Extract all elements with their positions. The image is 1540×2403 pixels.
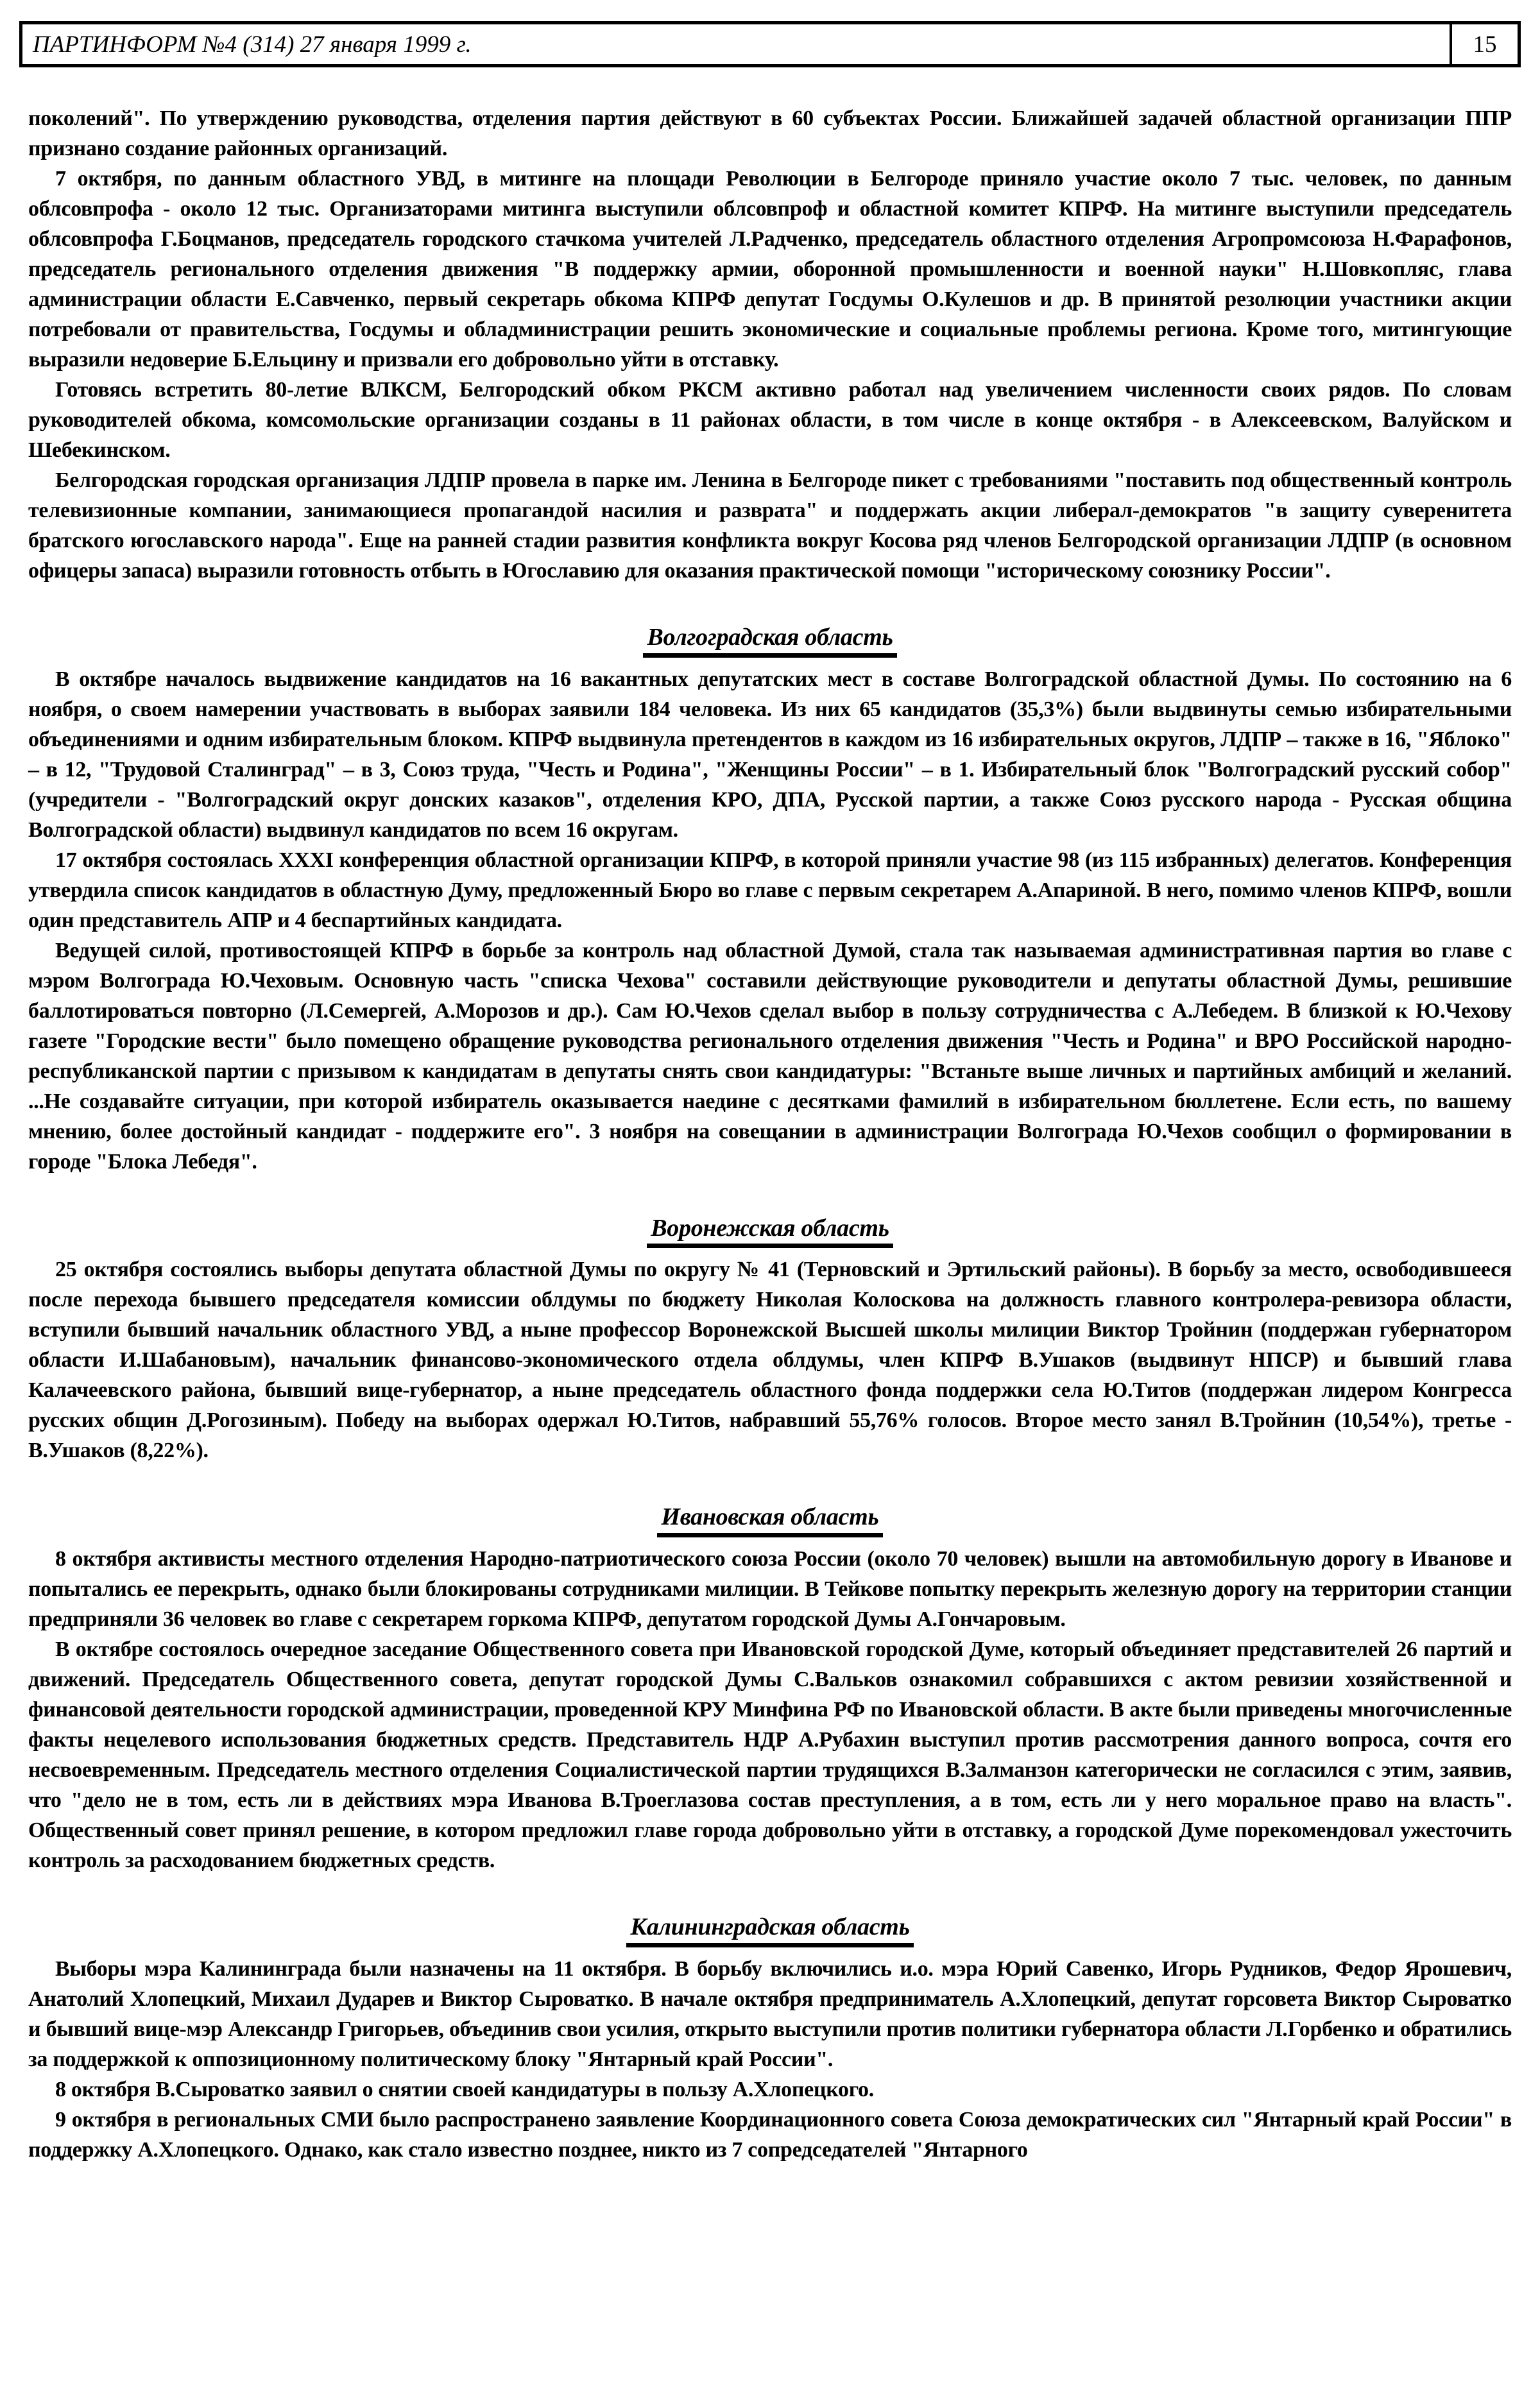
- paragraph: 8 октября В.Сыроватко заявил о снятии своей кандидатуры в пользу А.Хлопецкого.: [55, 2077, 874, 2101]
- newsletter-title: ПАРТИНФОРМ №4 (314) 27 января 1999 г.: [33, 31, 472, 58]
- section-voronezh-oblast: [28, 1214, 1512, 1466]
- paragraph: Белгородская городская организация ЛДПР провела в парке им. Ленина в Белгороде пикет с требованиями "поставить под общественный контроль телевизионные компании, занимающиеся пропагандой насилия и разврата" и поддержать акции либерал-демократов "в защиту суверенитета братского югославского народа". Еще на ранней стадии развития конфликта вокруг Косова ряд членов Белгородской организации ЛДПР (в основном офицеры запаса) выразили готовность отбыть в Югославию для оказания практической помощи "историческому союзнику России".: [28, 468, 1512, 583]
- paragraph: Выборы мэра Калининграда были назначены на 11 октября. В борьбу включились и.о. мэра Юрий Савенко, Игорь Рудников, Федор Ярошевич, Анатолий Хлопецкий, Михаил Дударев и Виктор Сыроватко. В начале октября предприниматель А.Хлопецкий, депутат горсовета Виктор Сыроватко и бывший вице-мэр Александр Григорьев, объединив свои усилия, открыто выступили против политики губернатора области Л.Горбенко и обратились за поддержкой к оппозиционному политическому блоку "Янтарный край России".: [28, 1956, 1512, 2071]
- paragraph: 17 октября состоялась XXXI конференция областной организации КПРФ, в которой приняли участие 98 (из 115 избранных) делегатов. Конференция утвердила список кандидатов в областную Думу, предложенный Бюро во главе с первым секретарем А.Апариной. В него, помимо членов КПРФ, вошли один представитель АПР и 4 беспартийных кандидата.: [28, 848, 1512, 932]
- section-volgograd-oblast: [28, 623, 1512, 1177]
- section-heading-text: Волгоградская область: [643, 624, 896, 658]
- section-kaliningrad-oblast: [28, 1913, 1512, 2165]
- section-heading-text: Калининградская область: [626, 1913, 913, 1947]
- section-heading-text: Ивановская область: [657, 1503, 882, 1537]
- page-header: [19, 21, 1521, 67]
- section-ivanovo-oblast: [28, 1503, 1512, 1876]
- paragraph: 25 октября состоялись выборы депутата областной Думы по округу № 41 (Терновский и Эртильский районы). В борьбу за место, освободившееся после перехода бывшего председателя комиссии облдумы по бюджету Николая Колоскова на должность главного контролера-ревизора области, вступили бывший начальник областного УВД, а ныне профессор Воронежской Высшей школы милиции Виктор Тройнин (поддержан губернатором области И.Шабановым), начальник финансово-экономического отдела облдумы, член КПРФ В.Ушаков (выдвинут НПСР) и бывший глава Калачеевского района, бывший вице-губернатор, а ныне председатель областного фонда поддержки села Ю.Титов (поддержан лидером Конгресса русских общин Д.Рогозиным). Победу на выборах одержал Ю.Титов, набравший 55,76% голосов. Второе место занял В.Тройнин (10,54%), третье - В.Ушаков (8,22%).: [28, 1258, 1512, 1463]
- paragraph: 7 октября, по данным областного УВД, в митинге на площади Революции в Белгороде приняло участие около 7 тыс. человек, по данным облсовпрофа - около 12 тыс. Организаторами митинга выступили облсовпроф и областной комитет КПРФ. На митинге выступили председатель облсовпрофа Г.Боцманов, председатель городского стачкома учителей Л.Радченко, председатель областного отделения Агропромсоюза Н.Фарафонов, председатель регионального отделения движения "В поддержку армии, оборонной промышленности и военной науки" Н.Шовкопляс, глава администрации области Е.Савченко, первый секретарь обкома КПРФ депутат Госдумы О.Кулешов и др. В принятой резолюции участники акции потребовали от правительства, Госдумы и обладминистрации решить экономические и социальные проблемы региона. Кроме того, митингующие выразили недоверие Б.Ельцину и призвали его добровольно уйти в отставку.: [28, 167, 1512, 372]
- section-heading-text: Воронежская область: [647, 1215, 893, 1249]
- paragraph: поколений". По утверждению руководства, отделения партия действуют в 60 субъектах России. Ближайшей задачей областной организации ППР признано создание районных организаций.: [28, 107, 1512, 160]
- page-number: 15: [1450, 24, 1518, 64]
- paragraph: В октябре началось выдвижение кандидатов на 16 вакантных депутатских мест в составе Волгоградской областной Думы. По состоянию на 6 ноября, о своем намерении участвовать в выборах заявили 184 человека. Из них 65 кандидатов (35,3%) были выдвинуты семью избирательными объединениями и одним избирательным блоком. КПРФ выдвинула претендентов в каждом из 16 избирательных округов, ЛДПР – также в 16, "Яблоко" – в 12, "Трудовой Сталинград" – в 3, Союз труда, "Честь и Родина", "Женщины России" – в 1. Избирательный блок "Волгоградский русский собор" (учредители - "Волгоградский округ донских казаков", отделения КРО, ДПА, Русской партии, а также Союз русского народа - Русская община Волгоградской области) выдвинул кандидатов по всем 16 округам.: [28, 667, 1512, 842]
- paragraph: Готовясь встретить 80-летие ВЛКСМ, Белгородский обком РКСМ активно работал над увеличением численности своих рядов. По словам руководителей обкома, комсомольские организации созданы в 11 районах области, в том числе в конце октября - в Алексеевском, Валуйском и Шебекинском.: [28, 378, 1512, 462]
- paragraph: Ведущей силой, противостоящей КПРФ в борьбе за контроль над областной Думой, стала так называемая административная партия во главе с мэром Волгограда Ю.Чеховым. Основную часть "списка Чехова" составили действующие руководители и депутаты областной Думы, решившие баллотироваться повторно (Л.Семергей, А.Морозов и др.). Сам Ю.Чехов сделал выбор в пользу сотрудничества с А.Лебедем. В близкой к Ю.Чехову газете "Городские вести" было помещено обращение руководства регионального отделения движения "Честь и Родина" и ВРО Российской народно-республиканской партии с призывом к кандидатам в депутаты снять свои кандидатуры: "Встаньте выше личных и партийных амбиций и желаний. ...Не создавайте ситуации, при которой избиратель оказывается наедине с десятками фамилий в избирательном бюллетене. Если есть, по вашему мнению, более достойный кандидат - поддержите его". 3 ноября на совещании в администрации Волгограда Ю.Чехов сообщил о формировании в городе "Блока Лебедя".: [28, 938, 1512, 1174]
- section-heading-voronezh: [28, 1214, 1512, 1249]
- section-belgorod-continuation: [28, 103, 1512, 586]
- document-body: [28, 103, 1512, 2165]
- paragraph: 8 октября активисты местного отделения Народно-патриотического союза России (около 70 человек) вышли на автомобильную дорогу в Иванове и попытались ее перекрыть, однако были блокированы сотрудниками милиции. В Тейкове попытку перекрыть железную дорогу на территории станции предприняли 36 человек во главе с секретарем горкома КПРФ, депутатом городской Думы А.Гончаровым.: [28, 1547, 1512, 1632]
- paragraph: В октябре состоялось очередное заседание Общественного совета при Ивановской городской Думе, который объединяет представителей 26 партий и движений. Председатель Общественного совета, депутат городской Думы С.Вальков ознакомил собравшихся с актом ревизии хозяйственной и финансовой деятельности городской администрации, проведенной КРУ Минфина РФ по Ивановской области. В акте были приведены многочисленные факты нецелевого использования бюджетных средств. Представитель НДР А.Рубахин выступил против рассмотрения данного вопроса, сочтя его несвоевременным. Председатель местного отделения Социалистической партии трудящихся В.Залманзон категорически не согласился с этим, заявив, что "дело не в том, есть ли в действиях мэра Иванова В.Троеглазова состав преступления, а в том, есть ли у него моральное право на власть". Общественный совет принял решение, в котором предложил главе города добровольно уйти в отставку, а городской Думе порекомендовал ужесточить контроль за расходованием бюджетных средств.: [28, 1638, 1512, 1873]
- section-heading-volgograd: [28, 623, 1512, 658]
- section-heading-kaliningrad: [28, 1913, 1512, 1947]
- section-heading-ivanovo: [28, 1503, 1512, 1537]
- document-page: [0, 21, 1540, 2403]
- paragraph: 9 октября в региональных СМИ было распространено заявление Координационного совета Союза демократических сил "Янтарный край России" в поддержку А.Хлопецкого. Однако, как стало известно позднее, никто из 7 сопредседателей "Янтарного: [28, 2107, 1512, 2162]
